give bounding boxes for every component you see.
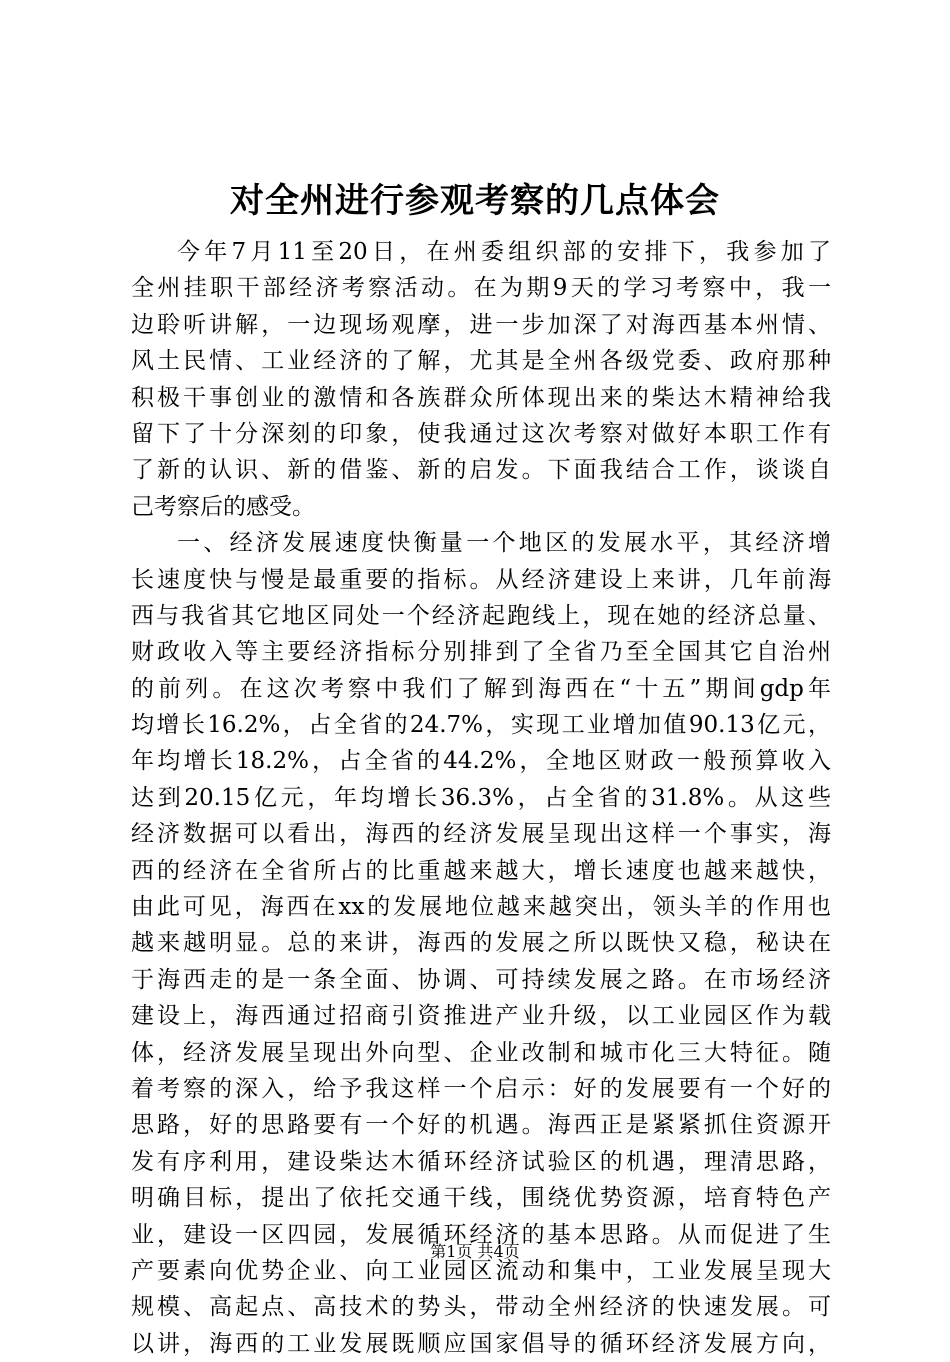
paragraph-2-line-18: 发有序利用，建设柴达木循环经济试验区的机遇，理清思路， <box>131 1148 831 1175</box>
paragraph-2-line-17: 思路，好的思路要有一个好的机遇。海西正是紧紧抓住资源开 <box>131 1112 831 1139</box>
document-title: 对全州进行参观考察的几点体会 <box>230 181 720 221</box>
paragraph-2-line-20: 业，建设一区四园，发展循环经济的基本思路。从而促进了生 <box>131 1221 831 1248</box>
paragraph-1-line-4: 风土民情、工业经济的了解，尤其是全州各级党委、政府那种 <box>131 348 831 375</box>
paragraph-1-line-7: 了新的认识、新的借鉴、新的启发。下面我结合工作，谈谈自 <box>131 457 831 484</box>
paragraph-2-line-9: 经济数据可以看出，海西的经济发展呈现出这样一个事实，海 <box>131 821 831 848</box>
paragraph-1-line-6: 留下了十分深刻的印象，使我通过这次考察对做好本职工作有 <box>131 420 831 447</box>
paragraph-2-line-2: 长速度快与慢是最重要的指标。从经济建设上来讲，几年前海 <box>131 566 831 593</box>
paragraph-2-line-19: 明确目标，提出了依托交通干线，围绕优势资源，培育特色产 <box>131 1185 831 1212</box>
paragraph-2-line-7: 年均增长18.2%，占全省的44.2%，全地区财政一般预算收入 <box>131 748 831 775</box>
paragraph-2-line-10: 西的经济在全省所占的比重越来越大，增长速度也越来越快， <box>131 857 831 884</box>
paragraph-2-line-6: 均增长16.2%，占全省的24.7%，实现工业增加值90.13亿元， <box>131 712 831 739</box>
paragraph-1-line-2: 全州挂职干部经济考察活动。在为期9天的学习考察中，我一 <box>131 275 831 302</box>
paragraph-2-line-13: 于海西走的是一条全面、协调、可持续发展之路。在市场经济 <box>131 966 831 993</box>
paragraph-2-line-4: 财政收入等主要经济指标分别排到了全省乃至全国其它自治州 <box>131 639 831 666</box>
paragraph-2-line-14: 建设上，海西通过招商引资推进产业升级，以工业园区作为载 <box>131 1003 831 1030</box>
paragraph-2-line-15: 体，经济发展呈现出外向型、企业改制和城市化三大特征。随 <box>131 1039 831 1066</box>
paragraph-2-line-12: 越来越明显。总的来讲，海西的发展之所以既快又稳，秘诀在 <box>131 930 831 957</box>
paragraph-2-line-5: 的前列。在这次考察中我们了解到海西在“十五”期间gdp年 <box>131 675 831 702</box>
page-number-footer: 第1页 共4页 <box>430 1242 520 1261</box>
paragraph-2-line-22: 规模、高起点、高技术的势头，带动全州经济的快速发展。可 <box>131 1294 831 1321</box>
paragraph-1-line-1: 今年7月11至20日，在州委组织部的安排下，我参加了 <box>177 239 831 265</box>
paragraph-2-line-1: 一、经济发展速度快衡量一个地区的发展水平，其经济增 <box>177 530 831 557</box>
paragraph-2-line-11: 由此可见，海西在xx的发展地位越来越突出，领头羊的作用也 <box>131 894 831 921</box>
paragraph-2-line-3: 西与我省其它地区同处一个经济起跑线上，现在她的经济总量、 <box>131 602 831 629</box>
paragraph-2-line-8: 达到20.15亿元，年均增长36.3%，占全省的31.8%。从这些 <box>131 784 831 811</box>
paragraph-2-line-23: 以讲，海西的工业发展既顺应国家倡导的循环经济发展方向， <box>131 1330 831 1357</box>
paragraph-1-line-5: 积极干事创业的激情和各族群众所体现出来的柴达木精神给我 <box>131 384 831 411</box>
paragraph-2-line-21: 产要素向优势企业、向工业园区流动和集中，工业发展呈现大 <box>131 1257 831 1284</box>
document-body <box>131 234 831 1362</box>
paragraph-1-line-3: 边聆听讲解，一边现场观摩，进一步加深了对海西基本州情、 <box>131 311 831 338</box>
paragraph-1-line-8: 己考察后的感受。 <box>131 493 315 520</box>
paragraph-2-line-16: 着考察的深入，给予我这样一个启示：好的发展要有一个好的 <box>131 1075 831 1102</box>
